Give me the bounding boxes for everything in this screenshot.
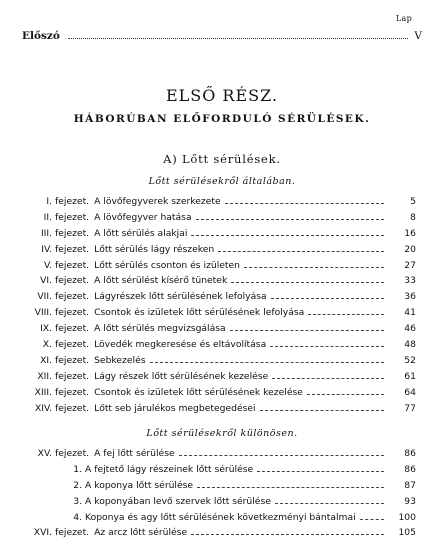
page-number: 87 <box>404 479 416 491</box>
page-number: 77 <box>404 402 416 414</box>
chapter-title: Lágy részek lőtt sérülésének kezelése <box>94 370 269 382</box>
chapter-number: V. <box>43 259 52 271</box>
preface-leader <box>68 38 409 39</box>
toc-entry <box>22 291 416 307</box>
leader-dots <box>260 410 384 411</box>
chapter-word: fejezet. <box>55 386 90 398</box>
toc-entry <box>22 371 416 387</box>
page-number: 86 <box>404 463 416 475</box>
toc-entry <box>22 228 416 244</box>
page-number: 8 <box>410 211 416 223</box>
chapter-number: X. <box>42 339 52 351</box>
chapter-title: Koponya és agy lőtt sérülésének következményi bántalmai <box>85 511 356 523</box>
leader-dots <box>179 455 384 456</box>
leader-dots <box>191 534 384 535</box>
page-number: 52 <box>404 354 416 366</box>
page-number: 41 <box>404 307 416 319</box>
leader-dots <box>244 267 384 268</box>
chapter-number: 1. <box>73 463 82 475</box>
chapter-title: Lágyrészek lőtt sérülésének lefolyása <box>94 291 267 303</box>
chapter-number: XIV. <box>34 402 52 414</box>
page-number: 86 <box>404 448 416 459</box>
preface-entry <box>22 30 422 42</box>
chapter-title: A lőtt sérülés megvizsgálása <box>94 323 226 335</box>
specific-heading: Lőtt sérülésekről különösen. <box>146 428 298 439</box>
leader-dots <box>150 362 384 363</box>
toc-subentry <box>22 512 416 528</box>
page-number: 48 <box>404 339 416 351</box>
chapter-number: IX. <box>40 323 52 335</box>
chapter-title: A lövőfegyver hatása <box>94 211 192 223</box>
chapter-title: A koponya lőtt sérülése <box>85 479 194 491</box>
leader-dots <box>196 219 384 220</box>
leader-dots <box>230 330 384 331</box>
chapter-word: fejezet. <box>55 259 90 271</box>
chapter-title: Sebkezelés <box>94 354 146 366</box>
toc-entry <box>22 196 416 212</box>
leader-dots <box>275 503 384 504</box>
toc-entry <box>22 403 416 419</box>
chapter-title: A koponyában levő szervek lőtt sérülése <box>85 495 271 507</box>
chapter-word: fejezet. <box>55 323 90 335</box>
chapter-number: VII. <box>37 291 52 303</box>
chapter-number: 4. <box>73 511 82 523</box>
page-number: 36 <box>404 291 416 303</box>
page-number: 27 <box>404 259 416 271</box>
toc-entry <box>22 323 416 339</box>
page-number: 20 <box>404 243 416 255</box>
chapter-word: fejezet. <box>55 211 90 223</box>
chapter-number: XI. <box>40 354 52 366</box>
toc-entry <box>22 387 416 403</box>
chapter-title: Lőtt sérülés lágy részeken <box>94 243 215 255</box>
chapter-number: IV. <box>41 243 52 255</box>
toc-entry <box>22 212 416 228</box>
chapter-word: fejezet. <box>55 196 90 207</box>
chapter-number: III. <box>40 227 52 239</box>
toc-entry <box>22 244 416 260</box>
page-number: 33 <box>404 275 416 287</box>
chapter-word: fejezet. <box>55 448 90 459</box>
leader-dots <box>218 251 384 252</box>
general-heading: Lőtt sérülésekről általában. <box>148 176 296 187</box>
page-number: 61 <box>404 370 416 382</box>
part-subtitle: HÁBORÚBAN ELŐFORDULÓ SÉRÜLÉSEK. <box>73 113 371 125</box>
page-column-label: Lap <box>395 14 412 23</box>
toc-entry <box>22 448 416 464</box>
preface-page: V <box>414 30 422 42</box>
part-title: ELSŐ RÉSZ. <box>165 86 279 105</box>
preface-label: Előszó <box>22 30 60 42</box>
leader-dots <box>191 235 384 236</box>
chapter-number: VI. <box>40 275 52 287</box>
chapter-word: fejezet. <box>55 527 90 539</box>
chapter-word: fejezet. <box>55 354 90 366</box>
leader-dots <box>307 394 384 395</box>
chapter-number: 3. <box>73 495 82 507</box>
toc-entry <box>22 339 416 355</box>
chapter-word: fejezet. <box>55 291 90 303</box>
leader-dots <box>197 487 384 488</box>
leader-dots <box>272 378 384 379</box>
toc-subentry <box>22 464 416 480</box>
leader-dots <box>308 314 384 315</box>
chapter-number: II. <box>43 211 52 223</box>
page-number: 46 <box>404 323 416 335</box>
chapter-word: fejezet. <box>55 339 90 351</box>
chapter-word: fejezet. <box>55 275 90 287</box>
chapter-word: fejezet. <box>55 370 90 382</box>
chapter-title: Lőtt sérülés csonton és izületen <box>94 259 240 271</box>
chapter-title: A fej lőtt sérülése <box>94 448 175 459</box>
chapter-number: I. <box>46 196 52 207</box>
page-number: 64 <box>404 386 416 398</box>
toc-entry <box>22 260 416 276</box>
leader-dots <box>225 203 384 204</box>
chapter-number: XIII. <box>34 386 52 398</box>
leader-dots <box>231 282 384 283</box>
page-number: 5 <box>410 196 416 207</box>
leader-dots <box>360 519 384 520</box>
toc-entry <box>22 355 416 371</box>
toc-entry <box>22 527 416 543</box>
specific-chapter-list <box>22 448 416 543</box>
chapter-title: A fejtető lágy részeinek lőtt sérülése <box>85 463 254 475</box>
leader-dots <box>271 298 384 299</box>
general-chapter-list <box>22 196 416 418</box>
leader-dots <box>270 346 384 347</box>
toc-subentry <box>22 480 416 496</box>
page-number: 105 <box>398 527 416 539</box>
chapter-word: fejezet. <box>55 402 90 414</box>
chapter-word: fejezet. <box>55 227 90 239</box>
toc-entry <box>22 275 416 291</box>
chapter-title: A lőtt sérülés alakjai <box>94 227 188 239</box>
chapter-title: Az arcz lőtt sérülése <box>94 527 188 539</box>
chapter-title: Lövedék megkeresése és eltávolítása <box>94 339 267 351</box>
chapter-number: 2. <box>73 479 82 491</box>
leader-dots <box>257 471 384 472</box>
chapter-number: VIII. <box>34 307 52 319</box>
chapter-word: fejezet. <box>55 307 90 319</box>
section-title: A) Lőtt sérülések. <box>163 152 281 166</box>
chapter-title: Csontok és izületek lőtt sérülésének kezelése <box>94 386 303 398</box>
chapter-title: A lőtt sérülést kísérő tünetek <box>94 275 228 287</box>
chapter-number: XV. <box>37 448 52 459</box>
toc-subentry <box>22 496 416 512</box>
chapter-number: XVI. <box>33 527 52 539</box>
toc-entry <box>22 307 416 323</box>
chapter-word: fejezet. <box>55 243 90 255</box>
chapter-title: Csontok és izületek lőtt sérülésének lefolyása <box>94 307 305 319</box>
page-number: 16 <box>404 227 416 239</box>
chapter-title: A lövőfegyverek szerkezete <box>94 196 221 207</box>
page-number: 100 <box>398 511 416 523</box>
chapter-title: Lőtt seb járulékos megbetegedései <box>94 402 256 414</box>
page-number: 93 <box>404 495 416 507</box>
chapter-number: XII. <box>37 370 52 382</box>
